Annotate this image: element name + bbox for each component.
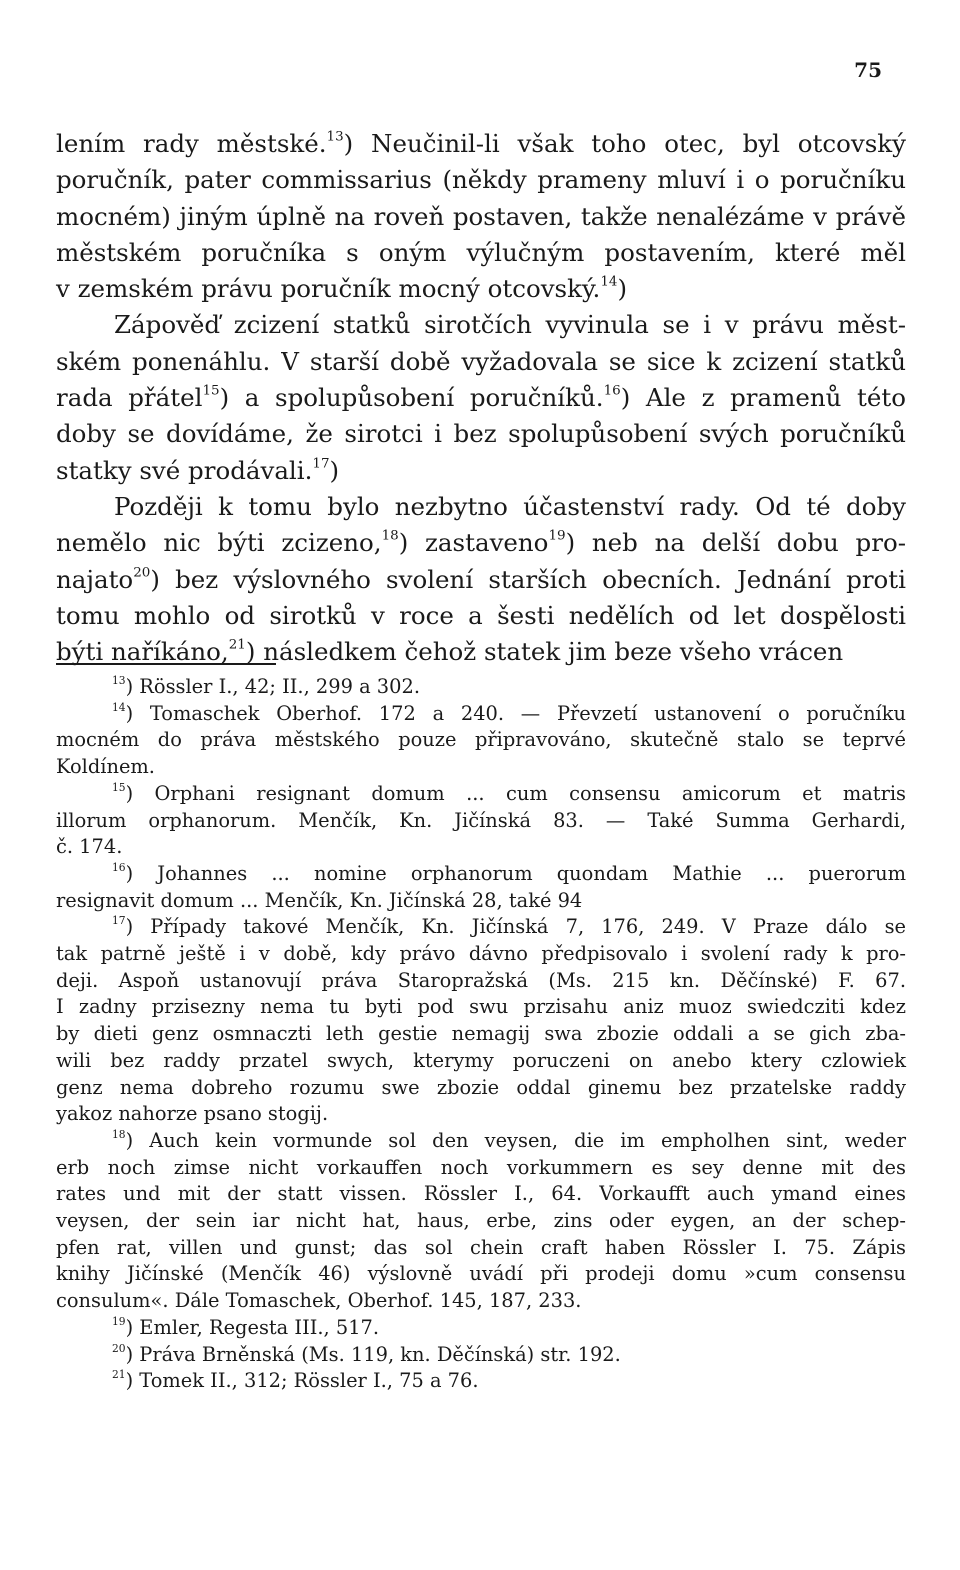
footnote-line: [56, 701, 906, 728]
text-run: by dieti genz osmnaczti leth gestie nemagij swa zbozie oddali a se gich zba-: [56, 1022, 906, 1046]
text-run: ) Tomek II., 312; Rössler I., 75 a 76.: [125, 1369, 479, 1393]
body-line: [56, 634, 906, 670]
body-line: [56, 199, 906, 235]
text-run: ) Auch kein vormunde sol den veysen, die im empholhen sint, weder: [125, 1128, 906, 1152]
text-run: ) Orphani resignant domum ... cum consensu amicorum et matris: [125, 781, 906, 805]
text-run: Koldínem.: [56, 755, 155, 779]
text-run: wili bez raddy przatel swych, kterymy poruczeni on anebo ktery czlowiek: [56, 1048, 906, 1072]
text-run: najato: [56, 564, 134, 594]
footnote-line: [56, 1155, 906, 1182]
body-line: [56, 525, 906, 561]
footnote-line: [56, 727, 906, 754]
footnote-line: [56, 674, 906, 701]
footnote-line: [56, 1261, 906, 1288]
body-line: [56, 126, 906, 162]
footnote-marker: 19: [548, 527, 566, 544]
footnote-line: [56, 808, 906, 835]
footnote-marker: 16: [112, 860, 126, 874]
text-run: mocném do práva městského pouze připravováno, skutečně stalo se teprvé: [56, 728, 906, 752]
body-line: [56, 598, 906, 634]
text-run: consulum«. Dále Tomaschek, Oberhof. 145, 187, 233.: [56, 1289, 582, 1313]
text-run: knihy Jičínské (Menčík 46) výslovně uvádí při prodeji domu »cum consensu: [56, 1262, 906, 1286]
text-run: č. 174.: [56, 835, 123, 859]
footnote-line: [56, 834, 906, 861]
text-run: rada přátel: [56, 383, 203, 413]
text-run: tak patrně ještě i v době, kdy právo dávno předpisovalo i svolení rady k pro-: [56, 942, 906, 966]
body-line: [56, 416, 906, 452]
footnote-marker: 15: [202, 382, 220, 399]
text-run: ském ponenáhlu. V starší době vyžadovala se sice k zcizení statků: [56, 346, 906, 376]
footnote-line: [56, 1235, 906, 1262]
text-run: Později k tomu bylo nezbytno účastenství rady. Od té doby: [114, 491, 906, 521]
text-run: ) bez výslovného svolení starších obecních. Jednání proti: [150, 564, 906, 594]
text-run: ) Emler, Regesta III., 517.: [125, 1315, 380, 1339]
footnote-line: [56, 1315, 906, 1342]
text-run: nemělo nic býti zcizeno,: [56, 528, 382, 558]
text-run: ): [329, 455, 340, 485]
footnote-marker: 13: [112, 673, 126, 687]
footnote-marker: 13: [326, 128, 344, 145]
footnote-marker: 20: [112, 1341, 126, 1355]
body-line: [56, 562, 906, 598]
footnote-marker: 14: [600, 273, 618, 290]
footnote-marker: 17: [312, 455, 330, 472]
footnote-line: [56, 781, 906, 808]
footnote-line: [56, 1368, 906, 1395]
footnote-marker: 15: [112, 780, 126, 794]
footnote-line: [56, 1075, 906, 1102]
footnote-line: [56, 968, 906, 995]
body-text: [56, 126, 906, 670]
text-run: ) a spolupůsobení poručníků.: [219, 383, 604, 413]
footnote-line: [56, 1021, 906, 1048]
text-run: rates und mit der statt vissen. Rössler I., 64. Vorkaufft auch ymand eines: [56, 1182, 906, 1206]
text-run: lením rady městské.: [56, 129, 327, 158]
text-run: Zápověď zcizení statků sirotčích vyvinula se i v právu měst-: [114, 310, 906, 340]
body-line: [56, 489, 906, 525]
body-line: [56, 453, 906, 489]
footnote-marker: 14: [112, 700, 126, 714]
text-run: genz nema dobreho rozumu swe zbozie oddal ginemu bez przatelske raddy: [56, 1075, 906, 1099]
footnote-marker: 21: [112, 1368, 126, 1382]
text-run: ) Neučinil-li však toho otec, byl otcovský: [343, 129, 906, 158]
text-run: ) Ale z pramenů této: [620, 383, 907, 413]
text-run: mocném) jiným úplně na roveň postaven, takže nenalézáme v právě: [56, 201, 906, 231]
text-run: deji. Aspoň ustanovují práva Staropražská (Ms. 215 kn. Děčínské) F. 67.: [56, 968, 906, 992]
footnote-line: [56, 1181, 906, 1208]
text-run: yakoz nahorze psano stogij.: [56, 1102, 329, 1126]
footnote-marker: 20: [133, 564, 151, 581]
text-run: veysen, der sein iar nicht hat, haus, erbe, zins oder eygen, an der schep-: [56, 1209, 906, 1233]
text-run: pfen rat, villen und gunst; das sol chein craft haben Rössler I. 75. Zápis: [56, 1235, 906, 1259]
footnote-line: [56, 941, 906, 968]
footnote-line: [56, 1128, 906, 1155]
footnote-line: [56, 888, 906, 915]
footnote-marker: 18: [381, 527, 399, 544]
footnote-marker: 19: [112, 1314, 126, 1328]
footnote-marker: 16: [603, 382, 621, 399]
footnote-line: [56, 994, 906, 1021]
text-run: poručník, pater commissarius (někdy prameny mluví i o poručníku: [56, 165, 906, 195]
footnote-line: [56, 861, 906, 888]
footnote-marker: 18: [112, 1127, 126, 1141]
text-run: I zadny przisezny nema tu byti pod swu przisahu aniz muoz swiedcziti kdez: [56, 995, 906, 1019]
text-run: ) neb na delší dobu pro-: [565, 528, 906, 558]
footnote-line: [56, 1342, 906, 1369]
footnote-line: [56, 914, 906, 941]
body-line: [56, 235, 906, 271]
footnote-line: [56, 1288, 906, 1315]
text-run: městském poručníka s oným výlučným postavením, které měl: [56, 237, 906, 267]
text-run: ) Tomaschek Oberhof. 172 a 240. — Převzetí ustanovení o poručníku: [125, 701, 906, 725]
text-run: illorum orphanorum. Menčík, Kn. Jičínská 83. — Také Summa Gerhardi,: [56, 808, 906, 832]
footnote-separator: [56, 663, 276, 665]
body-line: [56, 380, 906, 416]
footnote-line: [56, 1048, 906, 1075]
text-run: ) Rössler I., 42; II., 299 a 302.: [125, 675, 420, 698]
text-run: ) Johannes ... nomine orphanorum quondam Mathie ... puerorum: [125, 861, 906, 885]
footnote-line: [56, 1208, 906, 1235]
text-run: statky své prodávali.: [56, 455, 313, 485]
text-run: ) následkem čehož statek jim beze všeho vrácen: [245, 637, 844, 667]
text-run: ) Případy takové Menčík, Kn. Jičínská 7, 176, 249. V Praze dálo se: [125, 915, 906, 939]
page-number: 75: [854, 58, 882, 82]
body-line: [56, 307, 906, 343]
footnote-marker: 17: [112, 914, 126, 928]
footnote-line: [56, 754, 906, 781]
text-run: ) zastaveno: [398, 528, 549, 558]
text-run: erb noch zimse nicht vorkauffen noch vorkummern es sey denne mit des: [56, 1155, 906, 1179]
text-run: ): [617, 274, 628, 304]
text-run: resignavit domum ... Menčík, Kn. Jičínská 28, také 94: [56, 888, 583, 912]
body-line: [56, 344, 906, 380]
footnote-marker: 21: [228, 636, 246, 653]
text-run: ) Práva Brněnská (Ms. 119, kn. Děčínská) str. 192.: [125, 1342, 621, 1366]
body-line: [56, 271, 906, 307]
text-run: býti naříkáno,: [56, 637, 229, 667]
text-run: v zemském právu poručník mocný otcovský.: [56, 274, 601, 304]
footnotes: [56, 674, 906, 1395]
text-run: tomu mohlo od sirotků v roce a šesti nedělích od let dospělosti: [56, 600, 906, 630]
footnote-line: [56, 1101, 906, 1128]
body-line: [56, 162, 906, 198]
text-run: doby se dovídáme, že sirotci i bez spolupůsobení svých poručníků: [56, 419, 906, 449]
